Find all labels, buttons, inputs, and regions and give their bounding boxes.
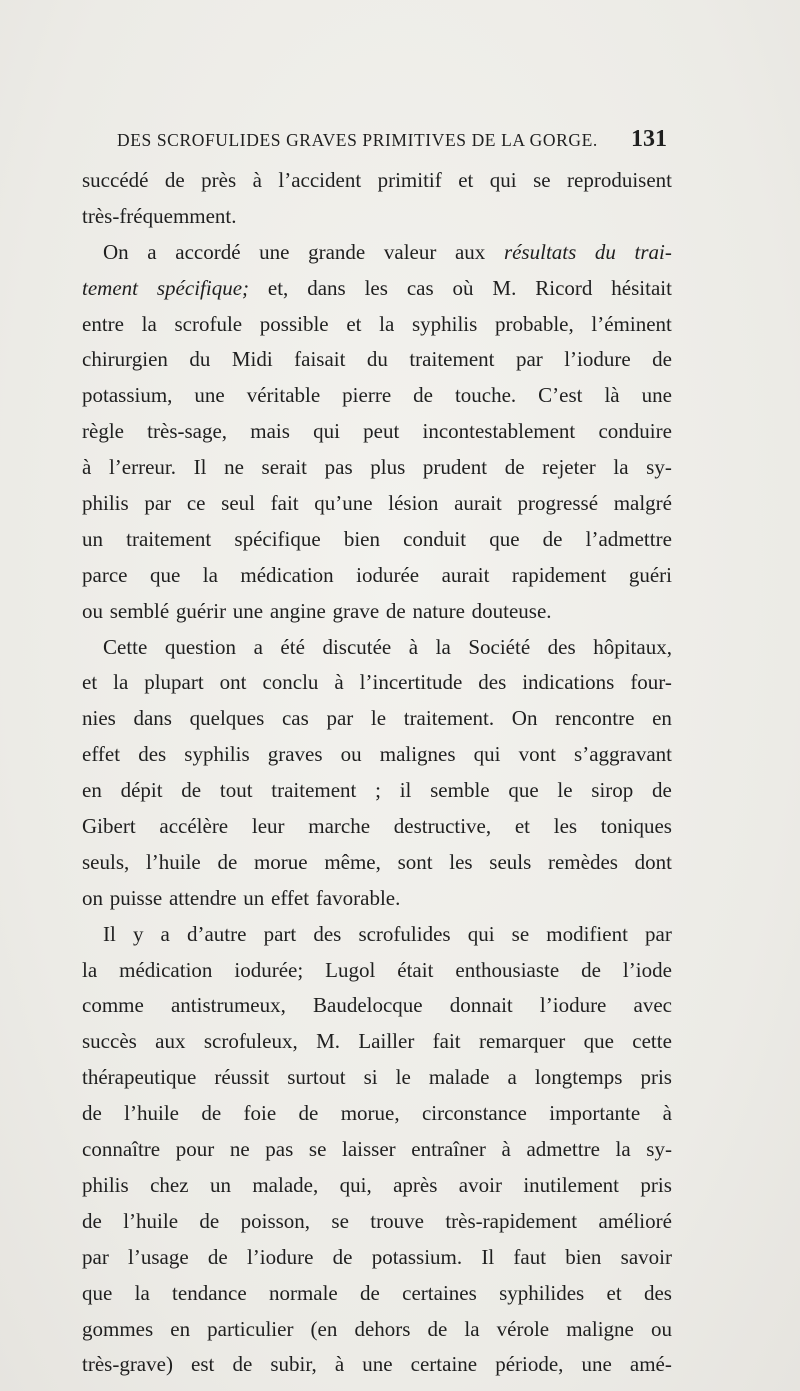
text-line: de l’huile de poisson, se trouve très-rapidement amélioré xyxy=(82,1208,672,1233)
text-line: comme antistrumeux, Baudelocque donnait l’iodure avec xyxy=(82,993,672,1018)
text-line: gommes en particulier (en dehors de la vérole maligne ou xyxy=(82,1316,672,1341)
text-line: chirurgien du Midi faisait du traitement par l’iodure de xyxy=(82,347,672,372)
text-line: de l’huile de foie de morue, circonstance importante à xyxy=(82,1101,672,1126)
text-line: succédé de près à l’accident primitif et qui se reproduisent xyxy=(82,168,672,192)
text-line: thérapeutique réussit surtout si le malade a longtemps pris xyxy=(82,1065,672,1090)
text-line: en dépit de tout traitement ; il semble que le sirop de xyxy=(82,778,672,803)
text-line: ou semblé guérir une angine grave de nature douteuse. xyxy=(82,598,552,623)
text-line: potassium, une véritable pierre de touche. C’est là une xyxy=(82,383,672,408)
text-line: et la plupart ont conclu à l’incertitude des indications four- xyxy=(82,670,672,695)
text-line: par l’usage de l’iodure de potassium. Il faut bien savoir xyxy=(82,1244,672,1269)
text-line: règle très-sage, mais qui peut incontestablement conduire xyxy=(82,419,672,444)
text-line: Il y a d’autre part des scrofulides qui se modifient par xyxy=(103,921,672,946)
text-line: un traitement spécifique bien conduit que de l’admettre xyxy=(82,526,672,551)
body-text xyxy=(82,163,672,1383)
running-title: DES SCROFULIDES GRAVES PRIMITIVES DE LA GORGE. xyxy=(117,130,598,150)
text-line: la médication iodurée; Lugol était enthousiaste de l’iode xyxy=(82,957,672,982)
text-line: parce que la médication iodurée aurait rapidement guéri xyxy=(82,562,672,587)
text-line: très-grave) est de subir, à une certaine période, une amé- xyxy=(82,1352,672,1377)
text-line: philis chez un malade, qui, après avoir inutilement pris xyxy=(82,1172,672,1197)
text-line: effet des syphilis graves ou malignes qui vont s’aggravant xyxy=(82,742,672,767)
text-line: Gibert accélère leur marche destructive, et les toniques xyxy=(82,814,672,839)
text-line: succès aux scrofuleux, M. Lailler fait remarquer que cette xyxy=(82,1029,672,1054)
text-line: philis par ce seul fait qu’une lésion aurait progressé malgré xyxy=(82,491,672,516)
text-line: très-fréquemment. xyxy=(82,203,237,228)
text-line: nies dans quelques cas par le traitement. On rencontre en xyxy=(82,706,672,731)
text-line: à l’erreur. Il ne serait pas plus prudent de rejeter la sy- xyxy=(82,455,672,480)
text-line: tement spécifique; et, dans les cas où M. Ricord hésitait xyxy=(82,275,672,300)
text-line: Cette question a été discutée à la Société des hôpitaux, xyxy=(103,634,672,659)
text-line: on puisse attendre un effet favorable. xyxy=(82,885,401,910)
text-line: connaître pour ne pas se laisser entraîner à admettre la sy- xyxy=(82,1137,672,1162)
text-line: que la tendance normale de certaines syphilides et des xyxy=(82,1280,672,1305)
page-number: 131 xyxy=(631,126,667,152)
running-header xyxy=(117,126,667,156)
text-line: On a accordé une grande valeur aux résultats du trai- xyxy=(103,239,672,264)
text-line: seuls, l’huile de morue même, sont les seuls remèdes dont xyxy=(82,849,672,874)
text-line: entre la scrofule possible et la syphilis probable, l’éminent xyxy=(82,311,672,336)
